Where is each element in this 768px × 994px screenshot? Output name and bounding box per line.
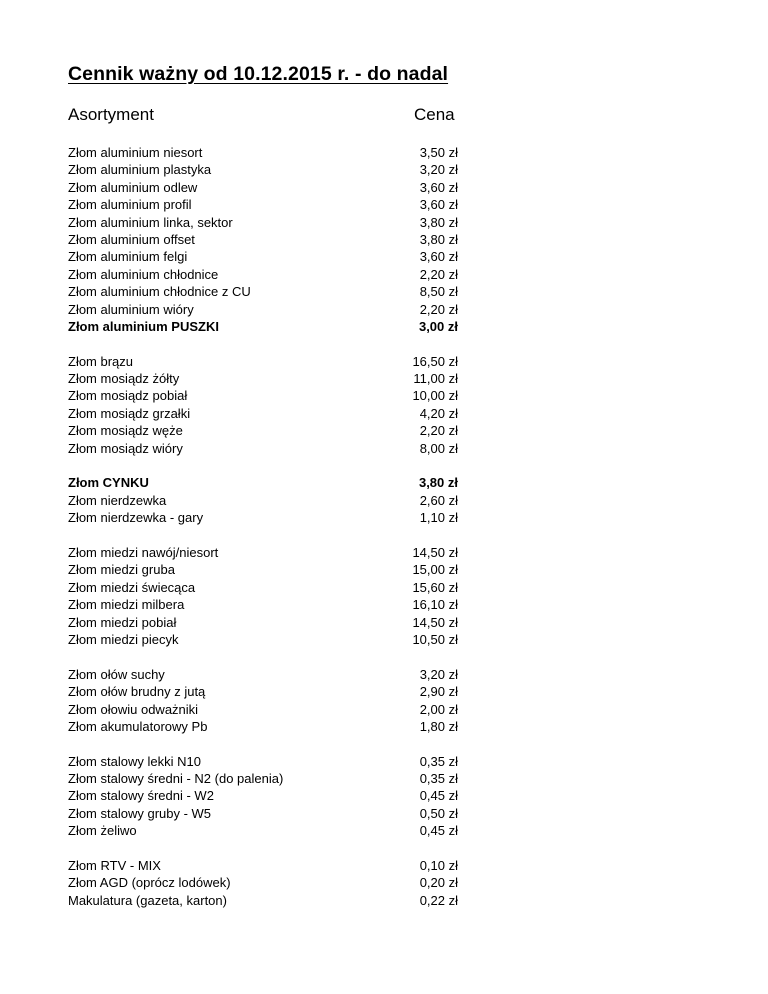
price-table — [68, 144, 468, 927]
item-price: 8,00 zł — [419, 440, 458, 456]
item-price: 3,60 zł — [419, 179, 458, 195]
table-row — [68, 440, 468, 457]
item-name: Złom mosiądz węże — [68, 423, 183, 439]
price-group — [68, 544, 468, 648]
table-row — [68, 718, 468, 735]
item-name: Złom miedzi świecąca — [68, 579, 196, 595]
item-price: 10,50 zł — [412, 631, 458, 647]
table-row — [68, 596, 468, 613]
item-name: Złom ołów brudny z jutą — [68, 684, 206, 700]
item-name: Złom ołowiu odważniki — [68, 701, 199, 717]
item-price: 1,80 zł — [419, 718, 458, 734]
item-price: 3,00 zł — [418, 318, 458, 334]
table-row — [68, 892, 468, 909]
item-name: Złom aluminium chłodnice — [68, 266, 219, 282]
item-price: 0,10 zł — [419, 858, 458, 874]
item-price: 8,50 zł — [419, 284, 458, 300]
item-name: Złom stalowy średni - W2 — [68, 788, 214, 804]
table-row — [68, 701, 468, 718]
item-price: 0,35 zł — [419, 771, 458, 787]
item-name: Złom nierdzewka - gary — [68, 510, 204, 526]
item-price: 3,60 zł — [419, 249, 458, 265]
item-price: 2,00 zł — [419, 701, 458, 717]
table-row — [68, 631, 468, 648]
item-name: Złom miedzi pobiał — [68, 614, 177, 630]
item-price: 15,00 zł — [412, 562, 458, 578]
item-name: Złom miedzi nawój/niesort — [68, 544, 219, 560]
item-name: Złom ołów suchy — [68, 666, 165, 682]
item-price: 0,45 zł — [419, 788, 458, 804]
item-name: Makulatura (gazeta, karton) — [68, 892, 227, 908]
item-name: Złom aluminium linka, sektor — [68, 214, 233, 230]
table-row — [68, 874, 468, 891]
item-price: 3,20 zł — [419, 666, 458, 682]
item-name: Złom aluminium niesort — [68, 145, 203, 160]
item-name: Złom mosiądz pobiał — [68, 388, 188, 404]
column-header-assortment: Asortyment — [68, 105, 154, 124]
table-row — [68, 474, 468, 491]
table-row — [68, 283, 468, 300]
item-price: 16,10 zł — [412, 597, 458, 613]
item-name: Złom miedzi milbera — [68, 597, 185, 613]
table-row — [68, 509, 468, 526]
item-name: Złom żeliwo — [68, 823, 137, 839]
table-row — [68, 231, 468, 248]
item-name: Złom aluminium offset — [68, 231, 195, 247]
price-group — [68, 666, 468, 736]
table-row — [68, 405, 468, 422]
item-name: Złom aluminium profil — [68, 197, 192, 213]
table-row — [68, 683, 468, 700]
table-row — [68, 179, 468, 196]
table-row — [68, 561, 468, 578]
item-name: Złom RTV - MIX — [68, 858, 161, 874]
item-name: Złom aluminium wióry — [68, 301, 194, 317]
table-row — [68, 248, 468, 265]
item-price: 16,50 zł — [412, 353, 458, 369]
item-price: 2,90 zł — [419, 684, 458, 700]
item-price: 2,20 zł — [419, 423, 458, 439]
table-row — [68, 492, 468, 509]
item-price: 3,60 zł — [419, 197, 458, 213]
item-name: Złom stalowy lekki N10 — [68, 753, 201, 769]
item-name: Złom miedzi gruba — [68, 562, 175, 578]
item-name: Złom akumulatorowy Pb — [68, 718, 208, 734]
price-group — [68, 144, 468, 335]
item-price: 3,80 zł — [418, 475, 458, 491]
item-name: Złom nierdzewka — [68, 492, 167, 508]
page-title: Cennik ważny od 10.12.2015 r. - do nadal — [68, 63, 449, 85]
table-row — [68, 753, 468, 770]
table-row — [68, 857, 468, 874]
item-price: 2,20 zł — [419, 266, 458, 282]
item-price: 14,50 zł — [412, 544, 458, 560]
table-row — [68, 266, 468, 283]
table-row — [68, 353, 468, 370]
item-price: 0,22 zł — [419, 892, 458, 908]
item-name: Złom mosiądz wióry — [68, 440, 183, 456]
item-price: 3,80 zł — [419, 214, 458, 230]
price-group — [68, 857, 468, 909]
table-row — [68, 196, 468, 213]
table-row — [68, 805, 468, 822]
item-price: 3,50 zł — [419, 145, 458, 160]
item-price: 3,20 zł — [419, 162, 458, 178]
table-row — [68, 144, 468, 161]
item-price: 14,50 zł — [412, 614, 458, 630]
item-price: 0,20 zł — [419, 875, 458, 891]
item-price: 15,60 zł — [412, 579, 458, 595]
item-name: Złom aluminium chłodnice z CU — [68, 284, 251, 300]
item-name: Złom stalowy gruby - W5 — [68, 805, 212, 821]
table-row — [68, 318, 468, 335]
price-group — [68, 353, 468, 457]
item-name: Złom aluminium felgi — [68, 249, 188, 265]
item-name: Złom aluminium odlew — [68, 179, 198, 195]
item-price: 0,45 zł — [419, 823, 458, 839]
price-group — [68, 753, 468, 840]
item-price: 11,00 zł — [413, 371, 458, 387]
table-row — [68, 214, 468, 231]
item-price: 1,10 zł — [419, 510, 458, 526]
table-row — [68, 614, 468, 631]
item-name: Złom brązu — [68, 353, 134, 369]
item-name: Złom mosiądz żółty — [68, 371, 180, 387]
item-name: Złom mosiądz grzałki — [68, 405, 191, 421]
item-price: 2,20 zł — [419, 301, 458, 317]
table-row — [68, 787, 468, 804]
column-header-price: Cena — [414, 105, 455, 124]
table-row — [68, 387, 468, 404]
table-row — [68, 822, 468, 839]
table-row — [68, 422, 468, 439]
item-price: 0,50 zł — [419, 805, 458, 821]
item-price: 2,60 zł — [419, 492, 458, 508]
table-row — [68, 301, 468, 318]
item-price: 0,35 zł — [419, 753, 458, 769]
price-group — [68, 474, 468, 526]
item-price: 3,80 zł — [419, 231, 458, 247]
item-name: Złom stalowy średni - N2 (do palenia) — [68, 771, 284, 787]
item-name: Złom CYNKU — [68, 475, 149, 491]
table-row — [68, 770, 468, 787]
table-row — [68, 370, 468, 387]
item-price: 10,00 zł — [412, 388, 458, 404]
item-price: 4,20 zł — [419, 405, 458, 421]
table-row — [68, 544, 468, 561]
item-name: Złom aluminium PUSZKI — [68, 318, 219, 334]
item-name: Złom aluminium plastyka — [68, 162, 212, 178]
table-row — [68, 161, 468, 178]
item-name: Złom miedzi piecyk — [68, 631, 179, 647]
table-row — [68, 666, 468, 683]
item-name: Złom AGD (oprócz lodówek) — [68, 875, 231, 891]
table-row — [68, 579, 468, 596]
